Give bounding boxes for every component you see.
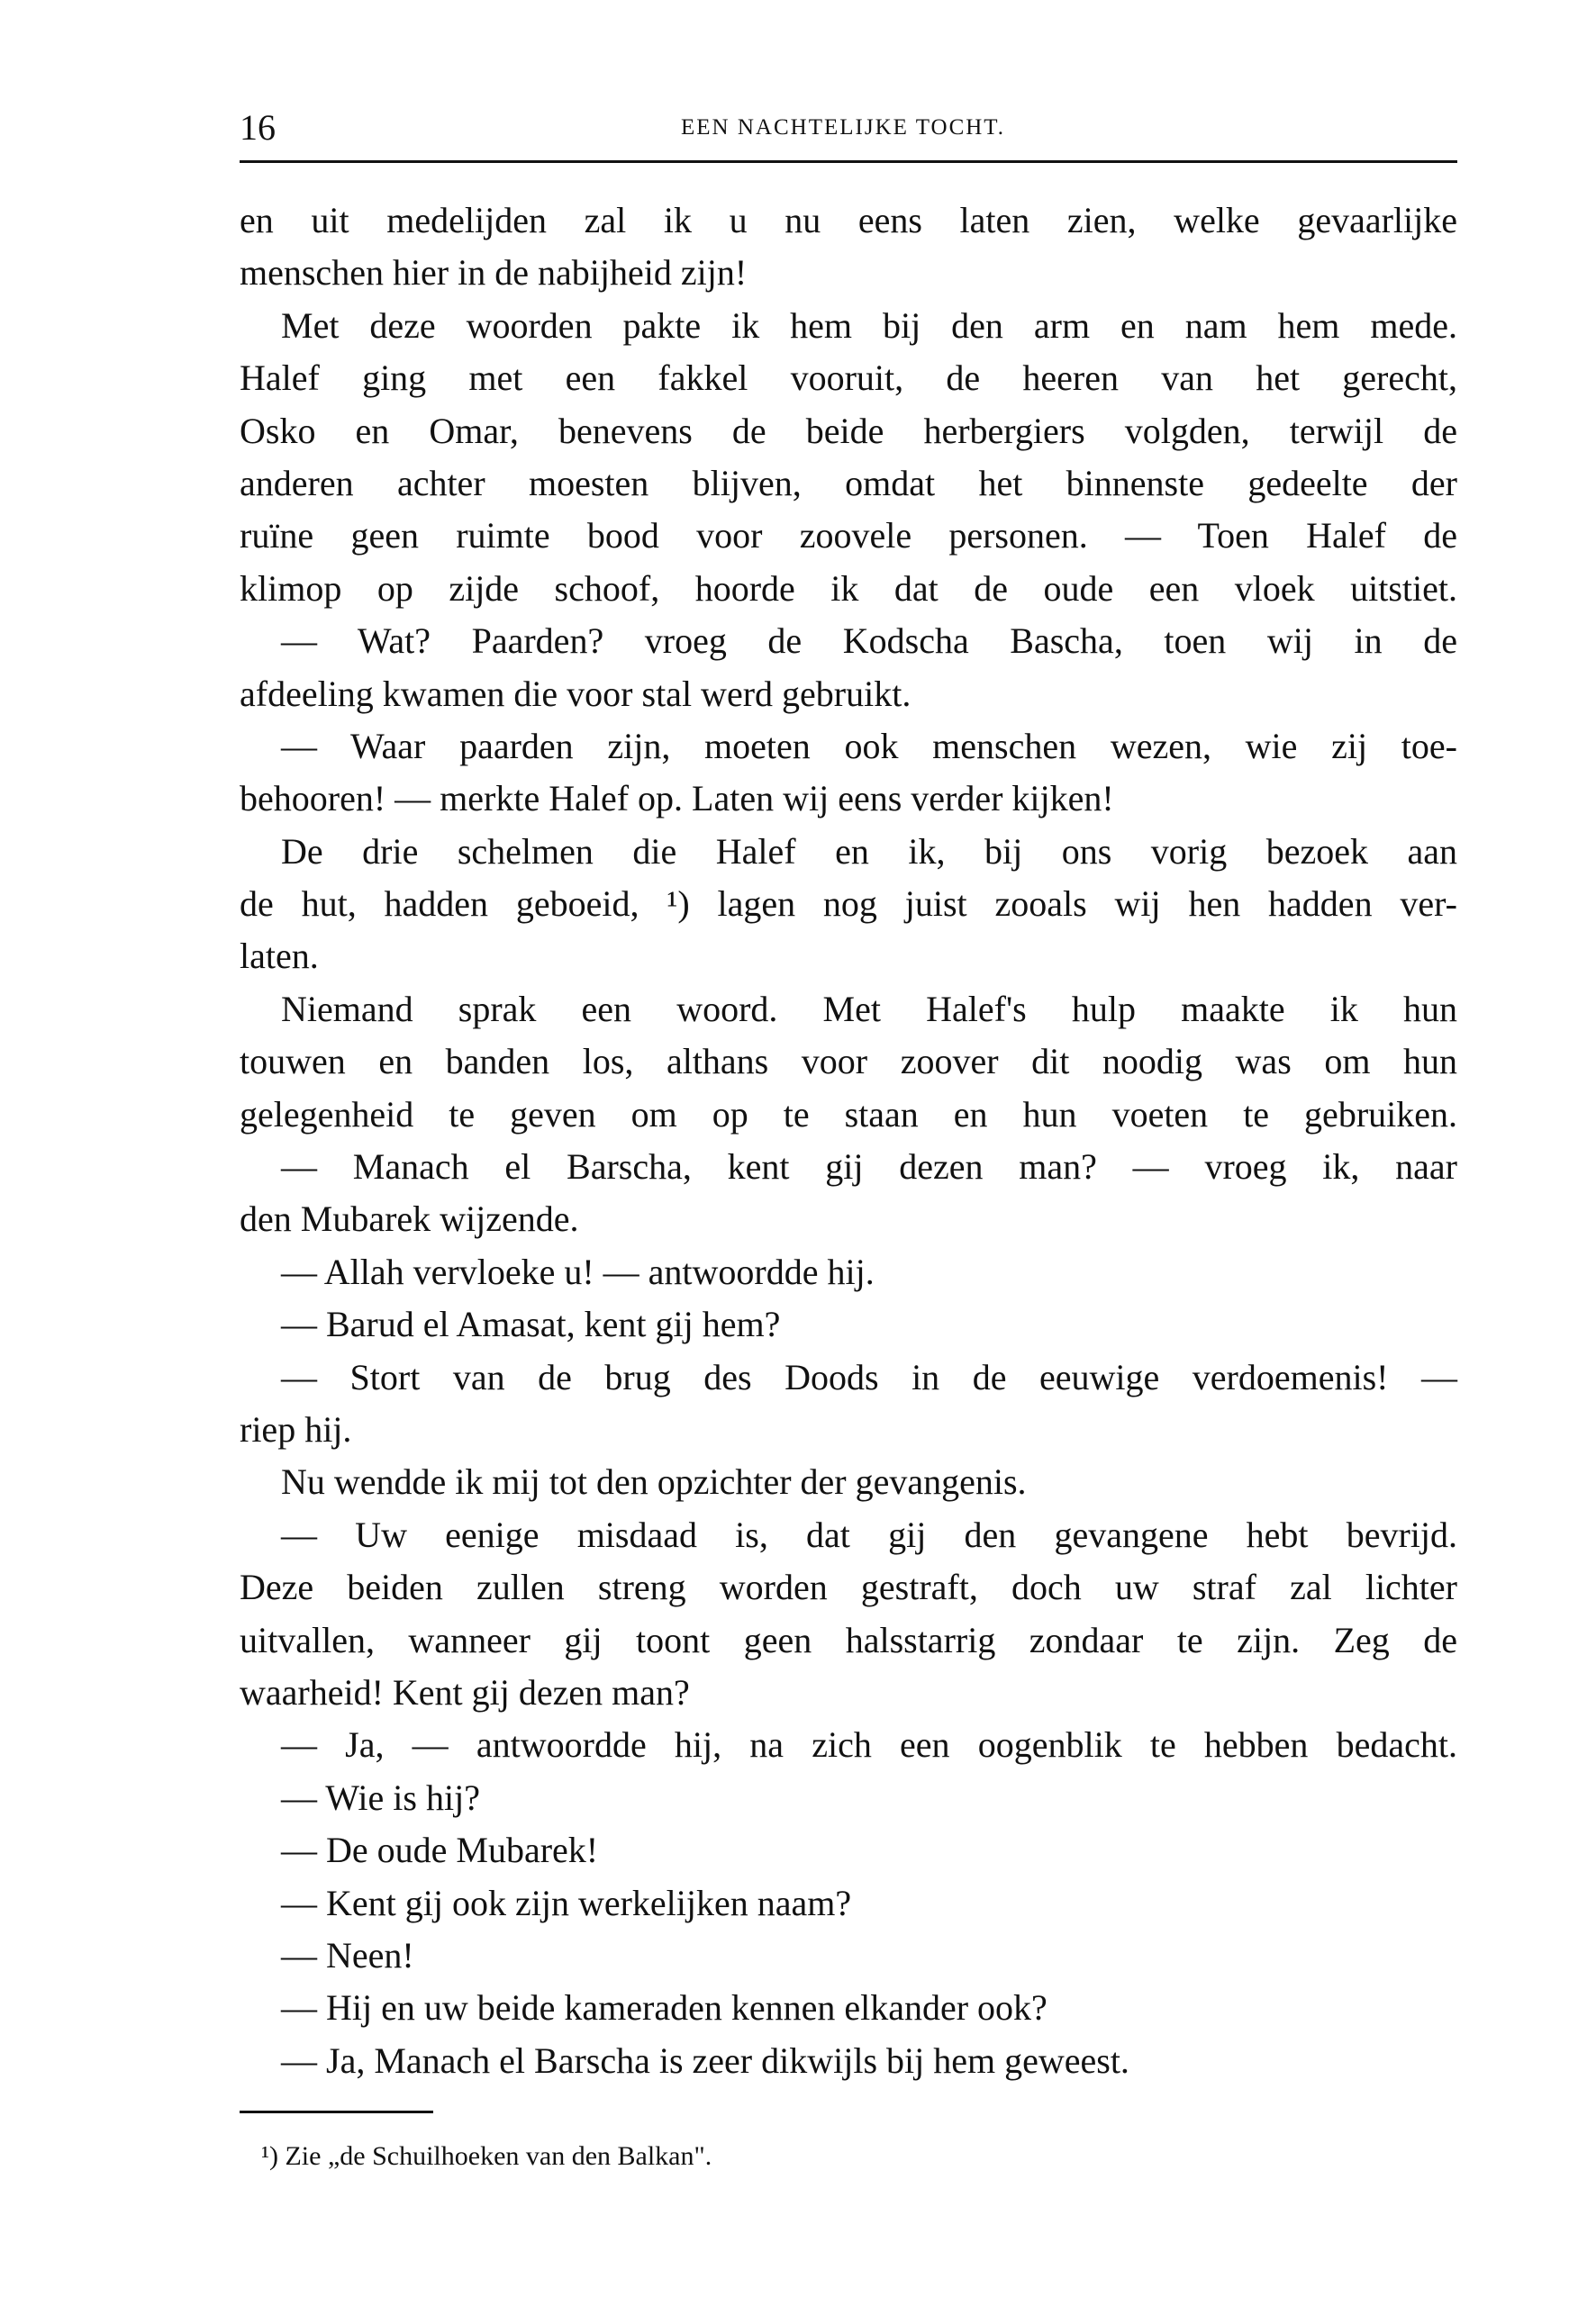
text-line: laten. xyxy=(240,936,319,977)
text-line: — De oude Mubarek! xyxy=(281,1830,599,1871)
footnote: ¹) Zie „de Schuilhoeken van den Balkan". xyxy=(261,2141,712,2171)
header-rule xyxy=(240,160,1457,163)
text-line: riep hij. xyxy=(240,1408,352,1450)
text-line: Deze beiden zullen streng worden gestraft, doch uw straf zal lichter xyxy=(240,1567,1457,1608)
text-line: en uit medelijden zal ik u nu eens laten zien, welke gevaarlijke xyxy=(240,200,1457,240)
text-line: de hut, hadden geboeid, ¹) lagen nog juist zooals wij hen hadden ver- xyxy=(240,883,1457,925)
text-line: klimop op zijde schoof, hoorde ik dat de oude een vloek uitstiet. xyxy=(240,567,1457,609)
text-line: menschen hier in de nabijheid zijn! xyxy=(240,252,748,294)
text-line: Osko en Omar, benevens de beide herbergiers volgden, terwijl de xyxy=(240,410,1457,451)
text-line: gelegenheid te geven om op te staan en hun voeten te gebruiken. xyxy=(240,1093,1457,1135)
text-line: — Manach el Barscha, kent gij dezen man? — vroeg ik, naar xyxy=(281,1146,1457,1188)
running-title: EEN NACHTELIJKE TOCHT. xyxy=(681,115,1005,140)
text-line: — Neen! xyxy=(281,1934,414,1976)
body-text xyxy=(240,194,1457,2087)
text-line: anderen achter moesten blijven, omdat het binnenste gedeelte der xyxy=(240,462,1457,503)
text-line: Niemand sprak een woord. Met Halef's hulp maakte ik hun xyxy=(281,988,1457,1029)
text-line: den Mubarek wijzende. xyxy=(240,1198,579,1240)
text-line: — Kent gij ook zijn werkelijken naam? xyxy=(281,1882,852,1923)
text-line: Halef ging met een fakkel vooruit, de heeren van het gerecht, xyxy=(240,357,1457,399)
text-line: — Ja, — antwoordde hij, na zich een oogenblik te hebben bedacht. xyxy=(281,1724,1457,1766)
text-line: ruïne geen ruimte bood voor zoovele personen. — Toen Halef de xyxy=(240,515,1457,556)
text-line: uitvallen, wanneer gij toont geen halsstarrig zondaar te zijn. Zeg de xyxy=(240,1619,1457,1660)
text-line: — Hij en uw beide kameraden kennen elkander ook? xyxy=(281,1987,1048,2029)
text-line: — Waar paarden zijn, moeten ook menschen wezen, wie zij toe- xyxy=(281,725,1457,766)
text-line: — Stort van de brug des Doods in de eeuwige verdoemenis! — xyxy=(281,1356,1457,1397)
text-line: touwen en banden los, althans voor zoover dit noodig was om hun xyxy=(240,1041,1457,1082)
page-number: 16 xyxy=(240,107,276,148)
text-line: — Wat? Paarden? vroeg de Kodscha Bascha, toen wij in de xyxy=(281,620,1457,662)
text-line: De drie schelmen die Halef en ik, bij ons vorig bezoek aan xyxy=(281,830,1457,872)
text-line: afdeeling kwamen die voor stal werd gebruikt. xyxy=(240,673,911,714)
text-line: — Uw eenige misdaad is, dat gij den gevangene hebt bevrijd. xyxy=(281,1514,1457,1555)
text-line: — Allah vervloeke u! — antwoordde hij. xyxy=(281,1251,875,1292)
text-line: — Ja, Manach el Barscha is zeer dikwijls bij hem geweest. xyxy=(281,2039,1129,2081)
text-line: Nu wendde ik mij tot den opzichter der gevangenis. xyxy=(281,1461,1027,1503)
text-line: waarheid! Kent gij dezen man? xyxy=(240,1671,690,1713)
text-line: Met deze woorden pakte ik hem bij den arm en nam hem mede. xyxy=(281,304,1457,346)
text-line: — Wie is hij? xyxy=(281,1777,480,1818)
footnote-rule xyxy=(240,2111,433,2113)
text-line: behooren! — merkte Halef op. Laten wij eens verder kijken! xyxy=(240,778,1114,819)
text-line: — Barud el Amasat, kent gij hem? xyxy=(281,1304,781,1345)
